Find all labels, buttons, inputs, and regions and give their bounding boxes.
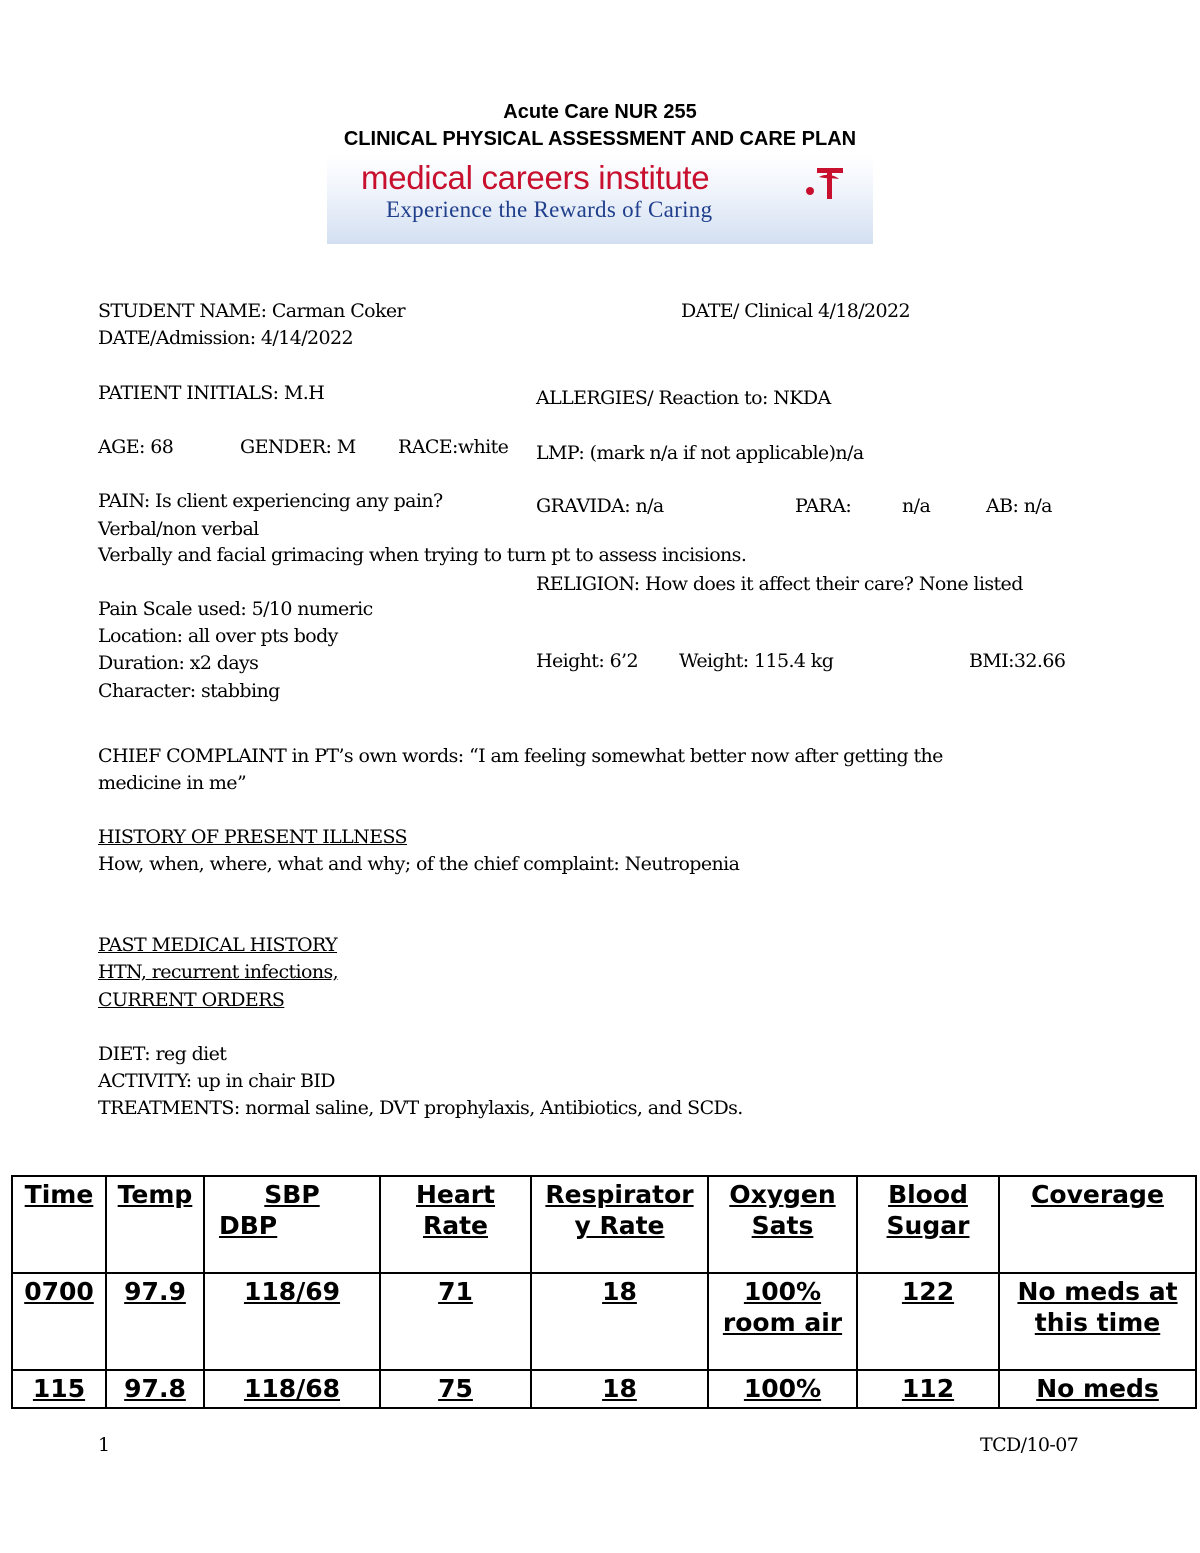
course-title: Acute Care NUR 255	[503, 101, 697, 123]
hpi-text: How, when, where, what and why; of the chief complaint: Neutropenia	[98, 853, 740, 875]
religion: RELIGION: How does it affect their care? None listed	[536, 573, 1023, 595]
chief-complaint-cont: medicine in me”	[98, 772, 247, 794]
treatments: TREATMENTS: normal saline, DVT prophylaxis, Antibiotics, and SCDs.	[98, 1097, 743, 1119]
cell-temp: 97.8	[106, 1370, 204, 1408]
header-respiratory-label: Respiratory Rate	[545, 1180, 694, 1240]
cell-blood-sugar: 112	[857, 1370, 999, 1408]
cell-heart-rate: 71	[380, 1273, 531, 1370]
cell-bp: 118/68	[204, 1370, 380, 1408]
patient-gender: GENDER: M	[240, 436, 356, 458]
pmh-text: HTN, recurrent infections,	[98, 961, 339, 983]
chief-complaint: CHIEF COMPLAINT in PT’s own words: “I am feeling somewhat better now after getting the	[98, 745, 943, 767]
ab: AB: n/a	[986, 495, 1052, 517]
cell-heart-rate: 75	[380, 1370, 531, 1408]
pain-duration: Duration: x2 days	[98, 652, 259, 674]
para-value: n/a	[902, 495, 931, 517]
caduceus-icon	[805, 165, 845, 201]
table-header-row	[12, 1176, 1196, 1273]
cell-temp: 97.9	[106, 1273, 204, 1370]
header-oxygen-sats: Oxygen Sats	[708, 1176, 857, 1273]
cell-oxygen-sats: 100%	[708, 1370, 857, 1408]
vitals-table	[11, 1175, 1197, 1409]
pain-location: Location: all over pts body	[98, 625, 338, 647]
allergies: ALLERGIES/ Reaction to: NKDA	[536, 387, 831, 409]
header-coverage: Coverage	[999, 1176, 1196, 1273]
table-row	[12, 1370, 1196, 1408]
table-row	[12, 1273, 1196, 1370]
diet: DIET: reg diet	[98, 1043, 227, 1065]
cell-time: 0700	[12, 1273, 106, 1370]
patient-race: RACE:white	[398, 436, 509, 458]
pain-character: Character: stabbing	[98, 680, 280, 702]
header-bp	[204, 1176, 380, 1273]
hpi-heading: HISTORY OF PRESENT ILLNESS	[98, 826, 407, 848]
pain-scale: Pain Scale used: 5/10 numeric	[98, 598, 373, 620]
page-number: 1	[98, 1434, 110, 1456]
form-title: CLINICAL PHYSICAL ASSESSMENT AND CARE PLAN	[343, 128, 857, 150]
height: Height: 6’2	[536, 650, 638, 672]
logo-name: medical careers institute	[361, 159, 710, 196]
patient-age: AGE: 68	[98, 436, 174, 458]
header-respiratory-rate	[531, 1176, 708, 1273]
header-heart-rate: Heart Rate	[380, 1176, 531, 1273]
cell-oxygen-sats: 100% room air	[708, 1273, 857, 1370]
patient-initials: PATIENT INITIALS: M.H	[98, 382, 325, 404]
institute-logo	[327, 155, 873, 244]
header-dbp: DBP	[219, 1211, 278, 1240]
cell-respiratory-rate: 18	[531, 1273, 708, 1370]
cell-time: 115	[12, 1370, 106, 1408]
cell-blood-sugar: 122	[857, 1273, 999, 1370]
weight: Weight: 115.4 kg	[679, 650, 834, 672]
date-admission: DATE/Admission: 4/14/2022	[98, 327, 353, 349]
pain-verbal-detail: Verbally and facial grimacing when trying to turn pt to assess incisions.	[98, 544, 747, 566]
header-time: Time	[12, 1176, 106, 1273]
cell-bp: 118/69	[204, 1273, 380, 1370]
cell-respiratory-rate: 18	[531, 1370, 708, 1408]
orders-heading: CURRENT ORDERS	[98, 989, 285, 1011]
logo-tagline: Experience the Rewards of Caring	[386, 197, 713, 222]
activity: ACTIVITY: up in chair BID	[98, 1070, 335, 1092]
pain-verbal: Verbal/non verbal	[98, 518, 259, 540]
header-temp: Temp	[106, 1176, 204, 1273]
pmh-heading: PAST MEDICAL HISTORY	[98, 934, 338, 956]
pain-question: PAIN: Is client experiencing any pain?	[98, 490, 443, 512]
header-blood-sugar: Blood Sugar	[857, 1176, 999, 1273]
cell-coverage: No meds	[999, 1370, 1196, 1408]
bmi: BMI:32.66	[969, 650, 1066, 672]
form-code: TCD/10-07	[980, 1434, 1079, 1456]
cell-coverage: No meds at this time	[999, 1273, 1196, 1370]
lmp: LMP: (mark n/a if not applicable)n/a	[536, 442, 864, 464]
header-sbp: SBP	[264, 1180, 320, 1209]
student-name: STUDENT NAME: Carman Coker	[98, 300, 406, 322]
date-clinical: DATE/ Clinical 4/18/2022	[681, 300, 911, 322]
para-label: PARA:	[795, 495, 852, 517]
gravida: GRAVIDA: n/a	[536, 495, 664, 517]
